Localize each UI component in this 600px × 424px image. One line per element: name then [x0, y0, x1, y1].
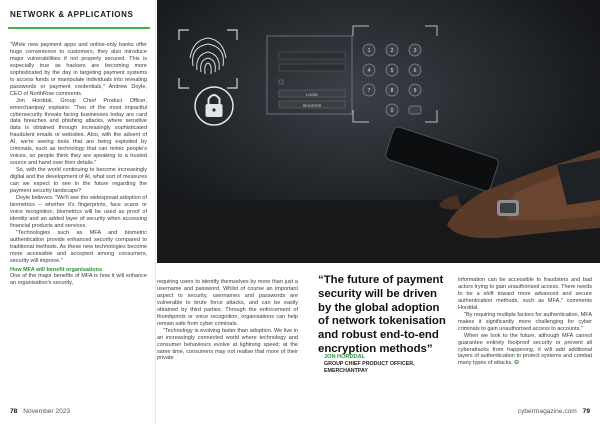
article-paragraph [458, 333, 592, 368]
page-number-left: 78 [10, 408, 18, 415]
keypad-key: 2 [390, 47, 394, 54]
article-paragraph: "By requiring multiple factors for authentication, MFA makes it significantly more challenging for cyber criminals to gain unauthorised access to accounts." [458, 311, 592, 332]
footer-right [518, 408, 590, 415]
article-paragraph: "Technology is evolving faster than adoption. We live in an increasingly connected world where technology and consumer behaviours evolve at lightning speed; at the same time, consumers may not realise that more of their private [157, 327, 298, 362]
article-paragraph: So, with the world continuing to become increasingly digital and the development of AI, what sort of measures can we expect to see in the future regarding the payment security landscape? [10, 167, 147, 195]
article-paragraph: One of the major benefits of MFA is how it will enhance an organisation's security, [10, 273, 147, 287]
keypad-key: 7 [367, 87, 371, 94]
keypad-key: 5 [390, 67, 394, 74]
form-register-label: REGISTER [302, 103, 322, 108]
section-header: NETWORK & APPLICATIONS [10, 10, 134, 19]
attribution-company: EMERCHANTPAY [324, 367, 368, 374]
keypad-key: 1 [367, 47, 371, 54]
keypad-key: 8 [390, 87, 394, 94]
end-mark-icon: ✪ [514, 360, 519, 367]
article-paragraph: Doyle believes: "We'll see the widespread adoption of biometrics – whether it's fingerprints, face scans or voice recognition, biometrics will be used as proof of identity and an added layer of security when accessing financial products and services. [10, 194, 147, 229]
article-paragraph-text: When we look to the future, although MFA cannot guarantee entirely foolproof security or prevent all cyberattacks from happening, it will add additional layers of authentication to protect systems and combat many types of attacks. [458, 332, 592, 367]
article-subheading: How MFA will benefit organisations [10, 266, 103, 273]
keypad-key: 4 [367, 67, 371, 74]
attribution-name: JON HORDDAL [324, 354, 366, 360]
article-column-1 [10, 42, 147, 287]
keypad-key: 9 [413, 87, 417, 94]
page-number-right: 79 [582, 408, 590, 415]
article-paragraph: "Technologies such as MFA and biometric authentication provide enhanced security compared to traditional methods. As these new technologies become more accessible and accepted among consumers, security will improve." [10, 229, 147, 264]
article-paragraph: Jon Horddal, Group Chief Product Officer, emerchantpay explains: "Two of the most impactful cybersecurity threats facing businesses today are card data breaches and phishing attacks, where sensitive data is obtained through increasingly sophisticated fraudulent emails or websites. Also, with the advent of AI, we're seeing tools that are being exploited by criminals, such as technology that can mimic people's voices, so people think they are speaking to a trusted source and hand over their details." [10, 97, 147, 167]
article-paragraph: information can be accessible to fraudsters and bad actors trying to gain unauthorised access. There needs to be a shift toward more advanced and secure authentication methods, such as MFA," comments Horddal. [458, 277, 592, 311]
keypad-key: 3 [413, 47, 417, 54]
site-url[interactable]: cybermagazine.com [517, 408, 577, 415]
form-login-label: LOGIN [306, 92, 318, 97]
footer-left [10, 408, 70, 415]
pull-quote-attribution [324, 354, 452, 374]
issue-date: November 2023 [23, 408, 71, 415]
attribution-title: GROUP CHIEF PRODUCT OFFICER, [324, 361, 415, 367]
accent-rule [8, 27, 150, 29]
pull-quote: “The future of payment security will be driven by the global adoption of network tokenisation and robust end-to-end encryption methods” [318, 274, 446, 355]
article-paragraph: requiring users to identify themselves by more than just a username and password. Whilst of course an important aspect to security, usernames and passwords are vulnerable to brute force attacks, and can be easily obtained by third parties. Through the enforcement of thumbprints or voice recognition, organisations can help remain safe from cyber criminals. [157, 279, 298, 327]
keypad-key: 0 [390, 107, 394, 114]
keypad-key: 6 [413, 67, 417, 74]
article-column-2 [157, 279, 298, 362]
hero-photo [157, 0, 600, 263]
article-column-4 [458, 277, 592, 367]
article-paragraph: "While new payment apps and online-only banks offer huge convenience to customers, they also introduce major vulnerabilities if not properly secured. This is especially true as hackers are becoming more sophisticated by the day in targeting payment systems to access funds or manipulate individuals into revealing passwords or payment credentials," Andrew Doyle, CEO of NorthRow comments. [10, 42, 147, 97]
